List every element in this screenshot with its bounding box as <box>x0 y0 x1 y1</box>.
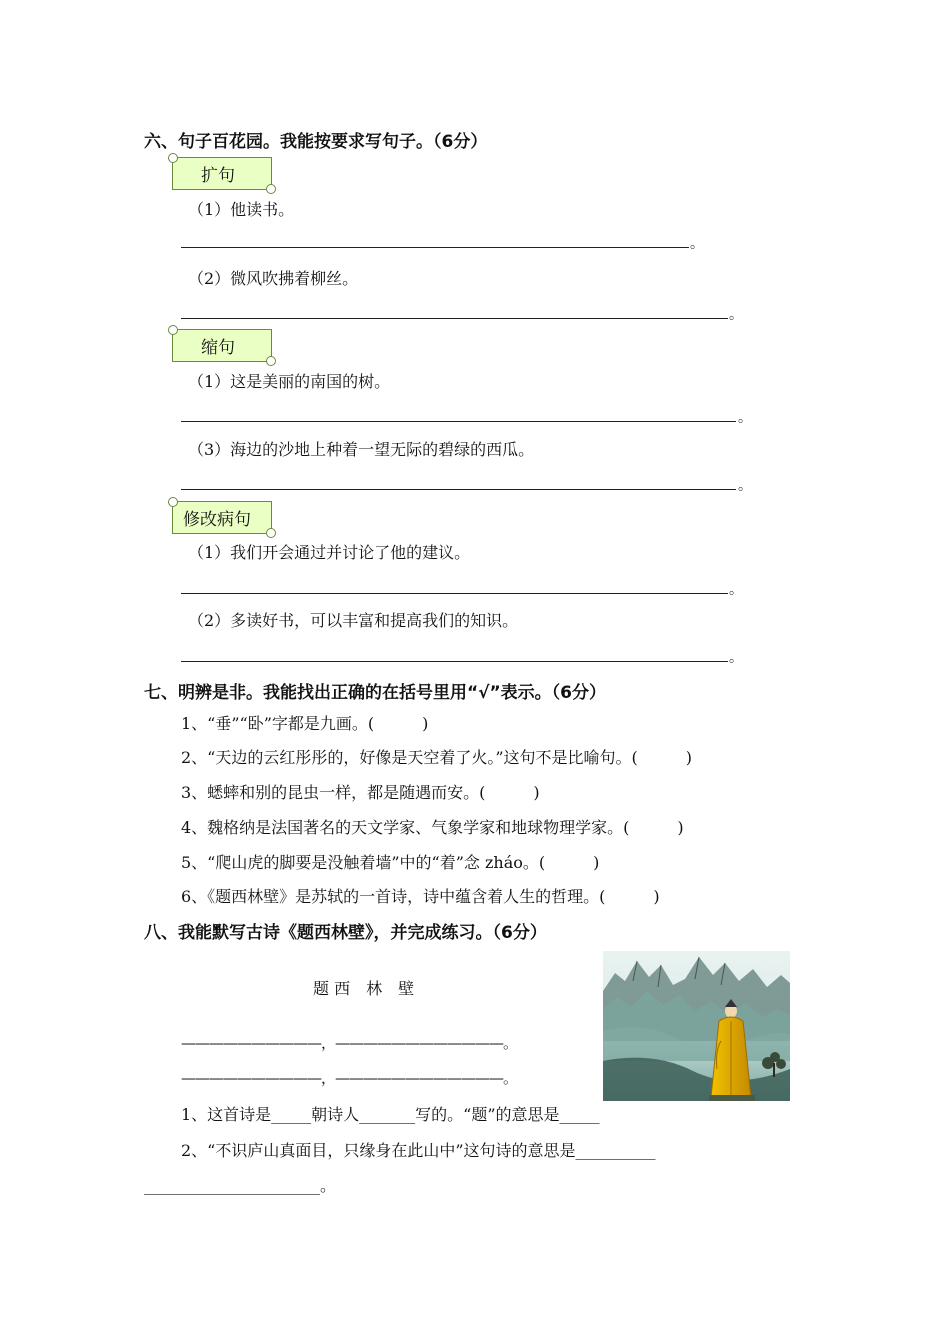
judgement-item: 6、《题西林壁》是苏轼的一首诗，诗中蕴含着人生的哲理。( ) <box>181 887 660 906</box>
tag-label: 修改病句 <box>183 510 251 530</box>
question-2: 2、“不识庐山真面目，只缘身在此山中”这句诗的意思是__________ <box>181 1141 656 1160</box>
poet-landscape-painting <box>603 951 790 1101</box>
answer-line[interactable] <box>181 661 728 662</box>
period: 。 <box>690 236 704 252</box>
answer-line[interactable] <box>181 421 736 422</box>
period: 。 <box>738 478 752 494</box>
judgement-item: 1、“垂”“卧”字都是九画。( ) <box>181 714 429 733</box>
tag-label: 扩句 <box>201 166 235 186</box>
tag-fix-sentence <box>172 501 272 534</box>
question-text: （2）多读好书，可以丰富和提高我们的知识。 <box>188 611 519 630</box>
question-2-answer-line[interactable]: ______________________。 <box>144 1176 337 1195</box>
period: 。 <box>729 650 743 666</box>
poem-blank-line-2[interactable]: ——————————，————————————。 <box>181 1069 518 1087</box>
tag-label: 缩句 <box>201 338 235 358</box>
poem-blank-line-1[interactable]: ——————————，————————————。 <box>181 1034 518 1052</box>
period: 。 <box>729 582 743 598</box>
judgement-item: 3、蟋蟀和别的昆虫一样，都是随遇而安。( ) <box>181 783 540 802</box>
question-text: （1）我们开会通过并讨论了他的建议。 <box>188 543 471 562</box>
answer-line[interactable] <box>181 318 728 319</box>
judgement-item: 2、“天边的云红彤彤的，好像是天空着了火。”这句不是比喻句。( ) <box>181 748 693 767</box>
answer-line[interactable] <box>181 489 736 490</box>
question-text: （3）海边的沙地上种着一望无际的碧绿的西瓜。 <box>188 440 535 459</box>
judgement-item: 5、“爬山虎的脚要是没触着墙”中的“着”念 zháo。( ) <box>181 853 600 872</box>
judgement-item: 4、魏格纳是法国著名的天文学家、气象学家和地球物理学家。( ) <box>181 818 684 837</box>
section-6-title: 六、句子百花园。我能按要求写句子。（6分） <box>144 132 488 152</box>
question-text: （1）这是美丽的南国的树。 <box>188 372 391 391</box>
poem-title: 题 西 林 壁 <box>313 979 415 998</box>
question-1: 1、这首诗是_____朝诗人_______写的。“题”的意思是_____ <box>181 1105 600 1124</box>
tag-condense-sentence <box>172 329 272 362</box>
question-text: （2）微风吹拂着柳丝。 <box>188 269 359 288</box>
answer-line[interactable] <box>181 593 728 594</box>
tag-expand-sentence <box>172 157 272 190</box>
answer-line[interactable] <box>181 247 689 248</box>
question-text: （1）他读书。 <box>188 200 295 219</box>
period: 。 <box>738 410 752 426</box>
period: 。 <box>729 307 743 323</box>
section-8-title: 八、我能默写古诗《题西林壁》，并完成练习。（6分） <box>144 923 547 943</box>
section-7-title: 七、明辨是非。我能找出正确的在括号里用“√”表示。（6分） <box>144 683 607 703</box>
